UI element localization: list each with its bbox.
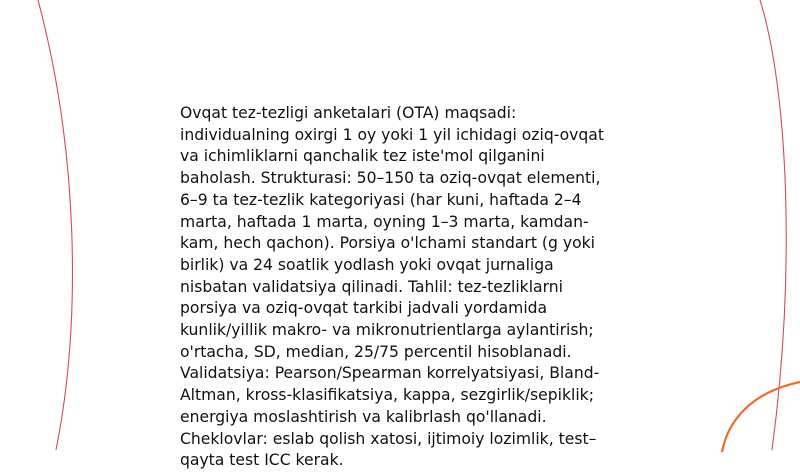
text-line: Cheklovlar: eslab qolish xatosi, ijtimoiy lozimlik, test– [180, 429, 597, 448]
text-line: Validatsiya: Pearson/Spearman korrelyatsiyasi, Bland- [180, 364, 600, 383]
text-line: kunlik/yillik makro- va mikronutrientlarga aylantirish; [180, 321, 594, 340]
text-line: qayta test ICC kerak. [180, 451, 344, 470]
text-line: Ovqat tez-tezligi anketalari (OTA) maqsadi: [180, 104, 517, 122]
text-line: va ichimliklarni qanchalik tez iste'mol qilganini [180, 147, 545, 166]
right-decorative-arc [760, 0, 786, 450]
text-line: nisbatan validatsiya qilinadi. Tahlil: tez-tezliklarni [180, 277, 563, 296]
text-line: individualning oxirgi 1 oy yoki 1 yil ichidagi oziq-ovqat [180, 125, 604, 144]
text-line: energiya moslashtirish va kalibrlash qo'llanadi. [180, 407, 547, 426]
text-line: kam, hech qachon). Porsiya o'lchami standart (g yoki [180, 234, 595, 253]
body-paragraph [180, 103, 625, 472]
text-line: marta, haftada 1 marta, oyning 1–3 marta, kamdan- [180, 212, 589, 231]
left-decorative-arc [38, 0, 72, 450]
text-line: birlik) va 24 soatlik yodlash yoki ovqat jurnaliga [180, 255, 554, 274]
text-line: porsiya va oziq-ovqat tarkibi jadvali yordamida [180, 299, 548, 318]
text-line: 6–9 ta tez-tezlik kategoriyasi (har kuni, haftada 2–4 [180, 190, 582, 209]
orange-decorative-arc [722, 382, 800, 452]
text-line: o'rtacha, SD, median, 25/75 percentil hisoblanadi. [180, 342, 572, 361]
text-line: baholash. Strukturasi: 50–150 ta oziq-ovqat elementi, [180, 169, 601, 188]
text-line: Altman, kross-klasifikatsiya, kappa, sezgirlik/sepiklik; [180, 386, 594, 405]
